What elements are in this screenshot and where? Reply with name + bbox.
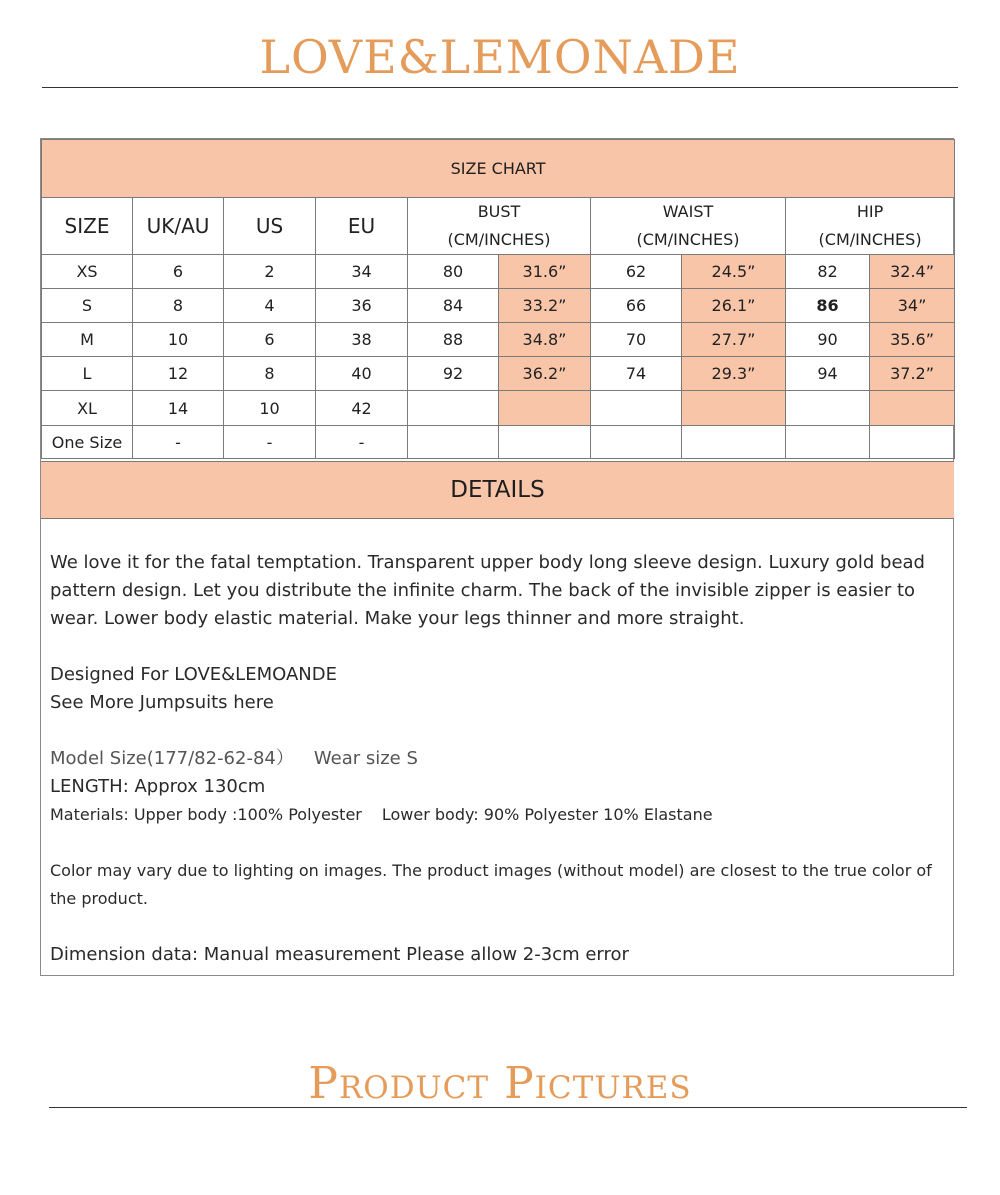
cell-bust-in: 33.2” (499, 289, 591, 323)
cell-size: XS (42, 255, 133, 289)
cell-size: One Size (42, 426, 133, 459)
cell-us: 2 (224, 255, 316, 289)
cell-waist-cm (591, 391, 682, 426)
cell-bust-cm (408, 426, 499, 459)
cell-eu: 42 (316, 391, 408, 426)
cell-bust-cm: 84 (408, 289, 499, 323)
cell-us: - (224, 426, 316, 459)
cell-bust-in (499, 426, 591, 459)
cell-size: S (42, 289, 133, 323)
cell-ukau: 6 (133, 255, 224, 289)
header-hip-label: HIP (856, 202, 884, 221)
cell-eu: 36 (316, 289, 408, 323)
size-chart-header-row (42, 198, 955, 255)
header-ukau: UK/AU (133, 198, 224, 255)
cell-bust-in: 31.6” (499, 255, 591, 289)
header-waist-label: WAIST (662, 202, 714, 221)
cell-ukau: - (133, 426, 224, 459)
cell-waist-cm: 62 (591, 255, 682, 289)
size-chart-table (41, 139, 955, 459)
cell-waist-in: 26.1” (682, 289, 786, 323)
model-size-text: Model Size(177/82-62-84） (50, 748, 294, 769)
cell-size: XL (42, 391, 133, 426)
header-waist-unit: (CM/INCHES) (636, 230, 740, 249)
size-chart-title: SIZE CHART (42, 140, 955, 198)
details-description: We love it for the fatal temptation. Transparent upper body long sleeve design. Luxury gold bead pattern design. Let you distribute the infinite charm. The back of the invisible zipper is easier to wear. Lower body elastic material. Make your legs thinner and more straight. (50, 552, 925, 629)
cell-waist-in (682, 391, 786, 426)
header-waist (591, 198, 786, 255)
cell-waist-in: 24.5” (682, 255, 786, 289)
cell-hip-cm (786, 426, 870, 459)
cell-waist-in: 29.3” (682, 357, 786, 391)
product-pictures-title: Product Pictures (308, 1058, 692, 1109)
cell-eu: 34 (316, 255, 408, 289)
length-text: LENGTH: Approx 130cm (50, 776, 266, 797)
header-hip-unit: (CM/INCHES) (818, 230, 922, 249)
cell-eu: 40 (316, 357, 408, 391)
cell-waist-cm: 66 (591, 289, 682, 323)
cell-bust-in: 36.2” (499, 357, 591, 391)
header-bust-unit: (CM/INCHES) (447, 230, 551, 249)
see-more-link[interactable]: See More Jumpsuits here (50, 692, 274, 713)
table-row (42, 323, 955, 357)
table-row (42, 289, 955, 323)
cell-hip-in (870, 391, 955, 426)
header-bust (408, 198, 591, 255)
header-size: SIZE (42, 198, 133, 255)
cell-hip-in: 34” (870, 289, 955, 323)
table-row (42, 391, 955, 426)
header-eu: EU (316, 198, 408, 255)
header-us: US (224, 198, 316, 255)
header-hip (786, 198, 955, 255)
cell-bust-cm: 80 (408, 255, 499, 289)
materials-upper-text: Materials: Upper body :100% Polyester (50, 805, 362, 824)
cell-hip-cm: 94 (786, 357, 870, 391)
cell-hip-in: 37.2” (870, 357, 955, 391)
cell-bust-cm: 88 (408, 323, 499, 357)
header-bust-label: BUST (477, 202, 521, 221)
cell-waist-in (682, 426, 786, 459)
cell-us: 4 (224, 289, 316, 323)
cell-hip-cm: 90 (786, 323, 870, 357)
cell-hip-cm: 82 (786, 255, 870, 289)
color-note: Color may vary due to lighting on images. The product images (without model) are closest to the true color of the product. (50, 861, 932, 908)
cell-eu: - (316, 426, 408, 459)
details-title: DETAILS (41, 461, 954, 519)
cell-us: 8 (224, 357, 316, 391)
table-row (42, 426, 955, 459)
cell-us: 6 (224, 323, 316, 357)
dimension-note: Dimension data: Manual measurement Please allow 2-3cm error (50, 944, 629, 965)
table-row (42, 357, 955, 391)
cell-hip-cm (786, 391, 870, 426)
cell-bust-in: 34.8” (499, 323, 591, 357)
cell-bust-cm: 92 (408, 357, 499, 391)
cell-us: 10 (224, 391, 316, 426)
designed-for-text: Designed For LOVE&LEMOANDE (50, 664, 337, 685)
cell-eu: 38 (316, 323, 408, 357)
cell-waist-cm: 74 (591, 357, 682, 391)
cell-hip-in (870, 426, 955, 459)
cell-waist-in: 27.7” (682, 323, 786, 357)
footer-divider (49, 1107, 967, 1108)
header-divider (42, 87, 958, 88)
materials-lower-text: Lower body: 90% Polyester 10% Elastane (381, 805, 713, 824)
cell-size: M (42, 323, 133, 357)
table-row (42, 255, 955, 289)
cell-waist-cm: 70 (591, 323, 682, 357)
cell-hip-cm: 86 (786, 289, 870, 323)
cell-bust-cm (408, 391, 499, 426)
info-sheet (40, 138, 954, 976)
cell-bust-in (499, 391, 591, 426)
cell-hip-in: 35.6” (870, 323, 955, 357)
brand-title: LOVE&LEMONADE (259, 30, 741, 84)
wear-size-text: Wear size S (313, 748, 418, 769)
cell-size: L (42, 357, 133, 391)
cell-ukau: 12 (133, 357, 224, 391)
details-body (50, 549, 952, 969)
cell-ukau: 14 (133, 391, 224, 426)
cell-waist-cm (591, 426, 682, 459)
cell-hip-in: 32.4” (870, 255, 955, 289)
cell-ukau: 8 (133, 289, 224, 323)
cell-ukau: 10 (133, 323, 224, 357)
